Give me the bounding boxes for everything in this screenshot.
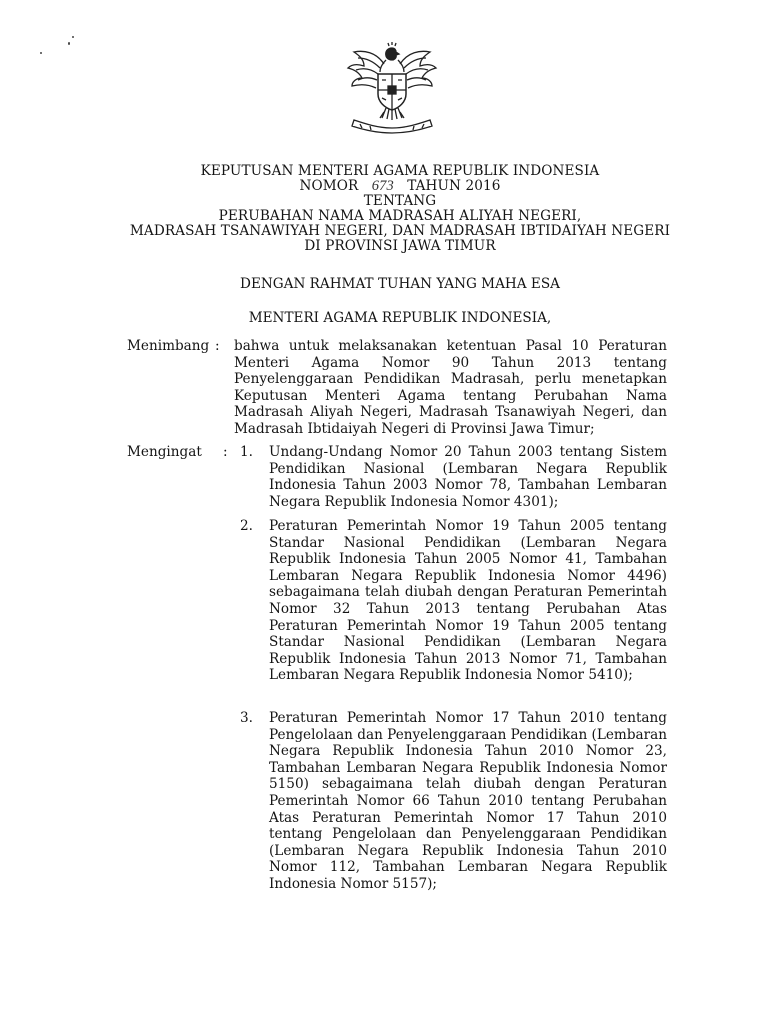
nomor-label: NOMOR — [299, 178, 359, 194]
menimbang-label: Menimbang — [127, 338, 210, 354]
subject-line-1: PERUBAHAN NAMA MADRASAH ALIYAH NEGERI, — [218, 208, 582, 224]
invocation-line: DENGAN RAHMAT TUHAN YANG MAHA ESA — [240, 276, 560, 292]
decree-title: KEPUTUSAN MENTERI AGAMA REPUBLIK INDONESIA — [200, 163, 600, 179]
decree-header — [100, 164, 700, 254]
subject-line-3: DI PROVINSI JAWA TIMUR — [304, 238, 496, 254]
decree-number-line — [100, 179, 700, 194]
garuda-emblem-icon — [340, 42, 444, 134]
subject-line-2: MADRASAH TSANAWIYAH NEGERI, DAN MADRASAH IBTIDAIYAH NEGERI — [129, 223, 671, 239]
issuer-line: MENTERI AGAMA REPUBLIK INDONESIA, — [248, 310, 552, 326]
menimbang-text: bahwa untuk melaksanakan ketentuan Pasal 10 Peraturan Menteri Agama Nomor 90 Tahun 2013 tentang Penyelenggaraan Pendidikan Madrasah, perlu menetapkan Keputusan Menteri Agama tentang Perubahan Nama Madrasah Aliyah Negeri, Madrasah Tsanawiyah Negeri, dan Madrasah Ibtidaiyah Negeri di Provinsi Jawa Timur; — [234, 338, 667, 437]
item-number: 2. — [240, 518, 253, 534]
item-text: Peraturan Pemerintah Nomor 17 Tahun 2010 tentang Pengelolaan dan Penyelenggaraan Pendidikan (Lembaran Negara Republik Indonesia Tahun 2010 Nomor 23, Tambahan Lembaran Negara Republik Indonesia Nomor 5150) sebagaimana telah diubah dengan Peraturan Pemerintah Nomor 66 Tahun 2010 tentang Perubahan Atas Peraturan Pemerintah Nomor 17 Tahun 2010 tentang Pengelolaan dan Penyelenggaraan Pendidikan (Lembaran Negara Republik Indonesia Tahun 2010 Nomor 112, Tambahan Lembaran Negara Republik Indonesia Nomor 5157); — [269, 710, 667, 892]
menimbang-colon: : — [215, 338, 220, 354]
scan-specks — [36, 30, 86, 70]
item-text: Peraturan Pemerintah Nomor 19 Tahun 2005 tentang Standar Nasional Pendidikan (Lembaran Negara Republik Indonesia Tahun 2005 Nomor 41, Tambahan Lembaran Negara Republik Indonesia Nomor 4496) sebagaimana telah diubah dengan Peraturan Pemerintah Nomor 32 Tahun 2013 tentang Perubahan Atas Peraturan Pemerintah Nomor 19 Tahun 2005 tentang Standar Nasional Pendidikan (Lembaran Negara Republik Indonesia Tahun 2013 Nomor 71, Tambahan Lembaran Negara Republik Indonesia Nomor 5410); — [269, 518, 667, 684]
item-number: 1. — [240, 444, 253, 460]
mengingat-label: Mengingat — [127, 444, 202, 460]
nomor-number: 673 — [371, 178, 394, 194]
nomor-year: TAHUN 2016 — [407, 178, 501, 194]
item-text: Undang-Undang Nomor 20 Tahun 2003 tentang Sistem Pendidikan Nasional (Lembaran Negara Republik Indonesia Tahun 2003 Nomor 78, Tambahan Lembaran Negara Republik Indonesia Nomor 4301); — [269, 444, 667, 510]
item-number: 3. — [240, 710, 253, 726]
mengingat-colon: : — [223, 444, 228, 460]
tentang-heading: TENTANG — [363, 193, 437, 209]
